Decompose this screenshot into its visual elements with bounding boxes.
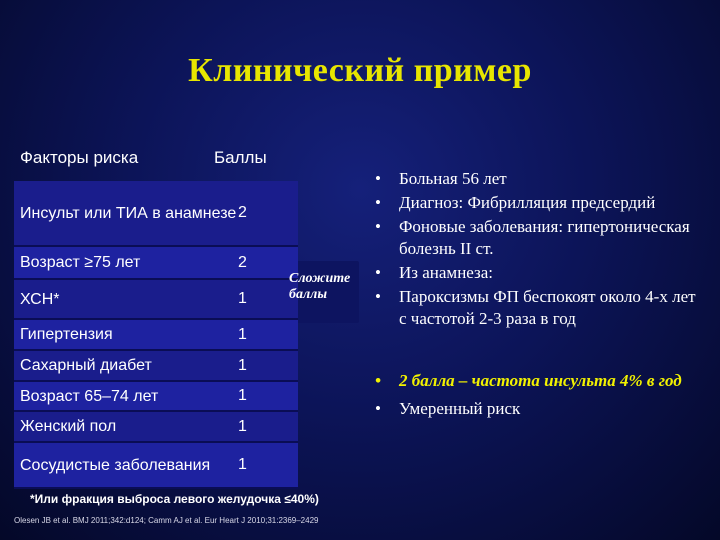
list-item bbox=[375, 192, 705, 214]
table-row bbox=[14, 247, 298, 280]
risk-factor-table bbox=[14, 181, 298, 489]
table-row bbox=[14, 382, 298, 412]
factor-label: ХСН* bbox=[20, 290, 60, 308]
case-item-text: Диагноз: Фибрилляция предсердий bbox=[399, 193, 656, 212]
factor-label: Возраст ≥75 лет bbox=[20, 254, 141, 271]
factor-label: Инсульт или ТИА в анамнезе bbox=[20, 204, 237, 222]
bullet-icon: • bbox=[375, 193, 381, 212]
sum-points-callout bbox=[289, 271, 350, 303]
factor-label: Сахарный диабет bbox=[20, 357, 152, 374]
bullet-icon: • bbox=[375, 217, 381, 236]
table-row bbox=[14, 412, 298, 443]
factor-points: 2 bbox=[238, 253, 247, 271]
list-item bbox=[375, 370, 705, 392]
table-row bbox=[14, 280, 298, 320]
factor-label: Возраст 65–74 лет bbox=[20, 387, 159, 405]
case-item-text: Из анамнеза: bbox=[399, 263, 494, 282]
factor-points: 1 bbox=[238, 417, 247, 435]
header-factors: Факторы риска bbox=[20, 148, 139, 167]
factor-points: 2 bbox=[238, 204, 247, 221]
factor-label: Женский пол bbox=[20, 418, 117, 435]
spacer bbox=[375, 332, 705, 370]
conclusion-text: Умеренный риск bbox=[399, 399, 521, 418]
slide-title: Клинический пример bbox=[188, 52, 532, 89]
factor-points: 1 bbox=[238, 290, 247, 307]
list-item bbox=[375, 286, 705, 330]
bullet-icon: • bbox=[375, 399, 381, 418]
case-item-text: Фоновые заболевания: гипертоническая болезнь II ст. bbox=[399, 217, 690, 258]
factor-points: 1 bbox=[238, 456, 247, 473]
case-item-text: Больная 56 лет bbox=[399, 169, 507, 188]
case-description bbox=[375, 168, 705, 422]
factor-points: 1 bbox=[238, 325, 247, 343]
table-row bbox=[14, 443, 298, 489]
header-points: Баллы bbox=[214, 148, 267, 167]
case-item-text: Пароксизмы ФП беспокоят около 4-х лет с частотой 2-3 раза в год bbox=[399, 287, 696, 328]
factor-label: Сосудистые заболевания bbox=[20, 456, 211, 474]
callout-line2: баллы bbox=[289, 287, 328, 302]
list-item bbox=[375, 216, 705, 260]
table-row bbox=[14, 320, 298, 351]
bullet-icon: • bbox=[375, 371, 381, 390]
bullet-icon: • bbox=[375, 263, 381, 282]
bullet-icon: • bbox=[375, 169, 381, 188]
factor-points: 1 bbox=[238, 356, 247, 374]
conclusion-text: 2 балла – частота инсульта 4% в год bbox=[399, 371, 682, 390]
footnote: *Или фракция выброса левого желудочка ≤40%) bbox=[30, 492, 319, 506]
table-row bbox=[14, 181, 298, 247]
factor-label: Гипертензия bbox=[20, 326, 113, 343]
reference: Olesen JB et al. BMJ 2011;342:d124; Camm AJ et al. Eur Heart J 2010;31:2369–2429 bbox=[14, 516, 319, 525]
list-item bbox=[375, 262, 705, 284]
callout-line1: Сложите bbox=[289, 271, 351, 286]
factor-points: 1 bbox=[238, 387, 247, 404]
bullet-icon: • bbox=[375, 287, 381, 306]
list-item bbox=[375, 168, 705, 190]
list-item bbox=[375, 398, 705, 420]
table-row bbox=[14, 351, 298, 382]
